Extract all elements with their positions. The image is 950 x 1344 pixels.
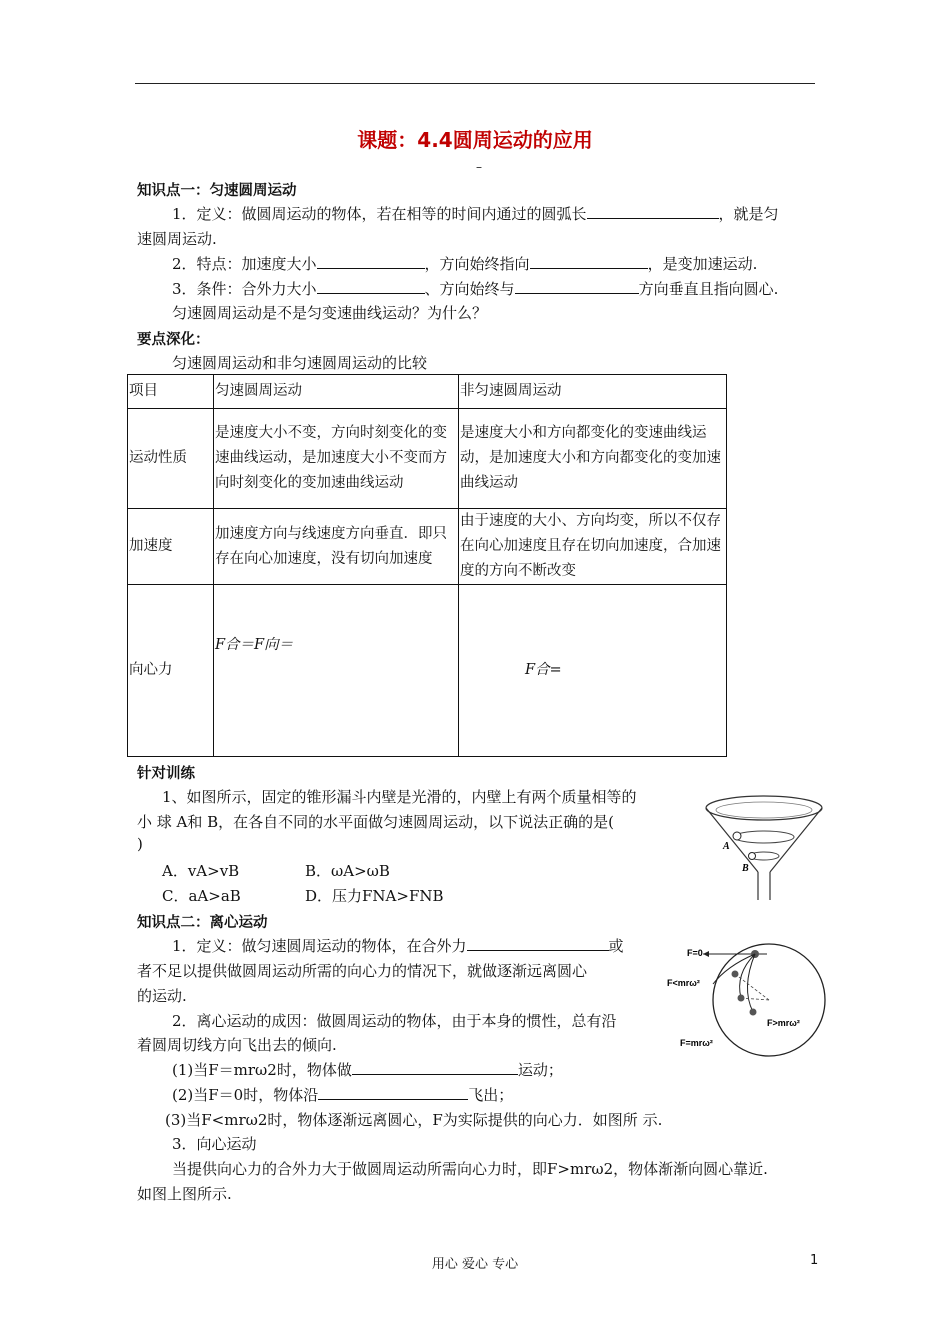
kp2-def-line1 [172, 935, 624, 956]
kp2-def-line2: 者不足以提供做圆周运动所需的向心力的情况下，就做逐渐远离圆心 [137, 962, 588, 980]
funnel-figure [703, 792, 825, 900]
table-caption: 匀速圆周运动和非匀速圆周运动的比较 [172, 354, 428, 372]
kp2-case1-text: (1)当F＝mrω2时，物体做 [172, 1061, 352, 1079]
kp1-definition-line1 [172, 203, 779, 224]
kp1-heading: 知识点一：匀速圆周运动 [137, 183, 297, 199]
fig-label-f-equal: F=mrω² [680, 1038, 713, 1048]
table-header-row [128, 375, 727, 409]
table-row [128, 509, 727, 585]
kp1-features [172, 253, 757, 274]
kp2-def-line3: 的运动. [137, 987, 187, 1005]
kp2-case2-text: (2)当F＝0时，物体沿 [172, 1086, 319, 1104]
table-cell: F合= [459, 585, 727, 757]
header-rule [135, 83, 815, 84]
blank-perpendicular[interactable] [515, 279, 639, 294]
q1-line1: 1、如图所示，固定的锥形漏斗内壁是光滑的，内壁上有两个质量相等的 [162, 788, 637, 806]
fig-label-f0: F=0 [687, 948, 703, 958]
fig-label-f-less: F<mrω² [667, 978, 700, 988]
table-cell: F合＝F向＝ [214, 585, 459, 757]
comparison-table [127, 374, 727, 757]
table-header-cell: 匀速圆周运动 [214, 375, 459, 409]
option-b[interactable]: B．ωA>ωB [305, 862, 390, 880]
table-cell: 由于速度的大小、方向均变，所以不仅存在向心加速度且存在切向加速度，合加速度的方向不断改变 [459, 509, 727, 585]
table-cell: 向心力 [128, 585, 214, 757]
option-d[interactable]: D．压力FNA>FNB [305, 887, 444, 905]
kp2-case3: (3)当F<mrω2时，物体逐渐远离圆心，F为实际提供的向心力．如图所 示. [165, 1111, 663, 1129]
kp1-def-text-b: ，就是匀 [718, 205, 779, 223]
kp2-cause-line2: 着圆周切线方向飞出去的倾向. [137, 1036, 337, 1054]
blank-motion[interactable] [352, 1060, 518, 1075]
table-header-cell: 项目 [128, 375, 214, 409]
kp1-cond-text: 3．条件：合外力大小 [172, 280, 317, 298]
kp1-condition [172, 278, 778, 299]
blank-accel-magnitude[interactable] [317, 254, 425, 269]
kp2-cause-line1: 2．离心运动的成因：做圆周运动的物体，由于本身的惯性，总有沿 [172, 1012, 617, 1030]
table-cell: 是速度大小不变，方向时刻变化的变速曲线运动，是加速度大小不变而方向时刻变化的变加速曲线运动 [214, 409, 459, 509]
table-cell: 是速度大小和方向都变化的变速曲线运动，是加速度大小和方向都变化的变加速曲线运动 [459, 409, 727, 509]
q1-line3: ) [137, 835, 143, 853]
kp1-cond-text-c: 方向垂直且指向圆心. [638, 280, 779, 298]
funnel-label-b: B [742, 863, 749, 874]
centrifugal-figure [665, 940, 827, 1058]
option-c[interactable]: C．aA>aB [162, 887, 241, 905]
q1-line2: 小 球 A和 B，在各自不同的水平面做匀速圆周运动，以下说法正确的是( [137, 813, 615, 831]
kp2-centripetal-heading: 3．向心运动 [172, 1135, 257, 1153]
training-heading: 针对训练 [137, 766, 195, 782]
blank-net-force[interactable] [467, 936, 609, 951]
kp1-feat-text-b: ，方向始终指向 [424, 255, 530, 273]
page-number: 1 [810, 1253, 819, 1268]
kp2-def-text: 1．定义：做匀速圆周运动的物体，在合外力 [172, 937, 467, 955]
title-mark: – [476, 160, 482, 174]
kp1-def-text: 1．定义：做圆周运动的物体，若在相等的时间内通过的圆弧长 [172, 205, 587, 223]
table-row [128, 409, 727, 509]
blank-direction[interactable] [530, 254, 648, 269]
kp2-heading: 知识点二：离心运动 [137, 915, 268, 931]
deepen-heading: 要点深化： [137, 332, 210, 348]
kp2-case1 [172, 1059, 563, 1080]
kp2-case2-text-b: 飞出； [468, 1086, 514, 1104]
kp2-centripetal-line1: 当提供向心力的合外力大于做圆周运动所需向心力时，即F>mrω2，物体渐渐向圆心靠近. [172, 1160, 768, 1178]
funnel-label-a: A [723, 841, 730, 852]
kp1-cond-text-b: 、方向始终与 [424, 280, 515, 298]
blank-force-magnitude[interactable] [317, 279, 425, 294]
kp1-feat-text: 2．特点：加速度大小 [172, 255, 317, 273]
kp1-definition-line2: 速圆周运动. [137, 230, 217, 248]
table-header-cell: 非匀速圆周运动 [459, 375, 727, 409]
option-a[interactable]: A．vA>vB [162, 862, 240, 880]
table-cell: 加速度 [128, 509, 214, 585]
kp2-case2 [172, 1084, 513, 1105]
table-row [128, 585, 727, 757]
blank-arc-length[interactable] [587, 204, 719, 219]
page-title: 课题：4.4圆周运动的应用 [357, 128, 593, 152]
table-cell: 运动性质 [128, 409, 214, 509]
kp2-def-text-b: 或 [608, 937, 624, 955]
blank-fly-direction[interactable] [318, 1085, 468, 1100]
kp2-case1-text-b: 运动； [517, 1061, 563, 1079]
fig-label-f-greater: F>mrω² [767, 1018, 800, 1028]
kp1-feat-text-c: ，是变加速运动. [647, 255, 758, 273]
table-cell: 加速度方向与线速度方向垂直．即只存在向心加速度，没有切向加速度 [214, 509, 459, 585]
footer-motto: 用心 爱心 专心 [431, 1257, 519, 1272]
kp2-centripetal-line2: 如图上图所示. [137, 1185, 232, 1203]
kp1-question: 匀速圆周运动是不是匀变速曲线运动？为什么？ [172, 304, 488, 322]
